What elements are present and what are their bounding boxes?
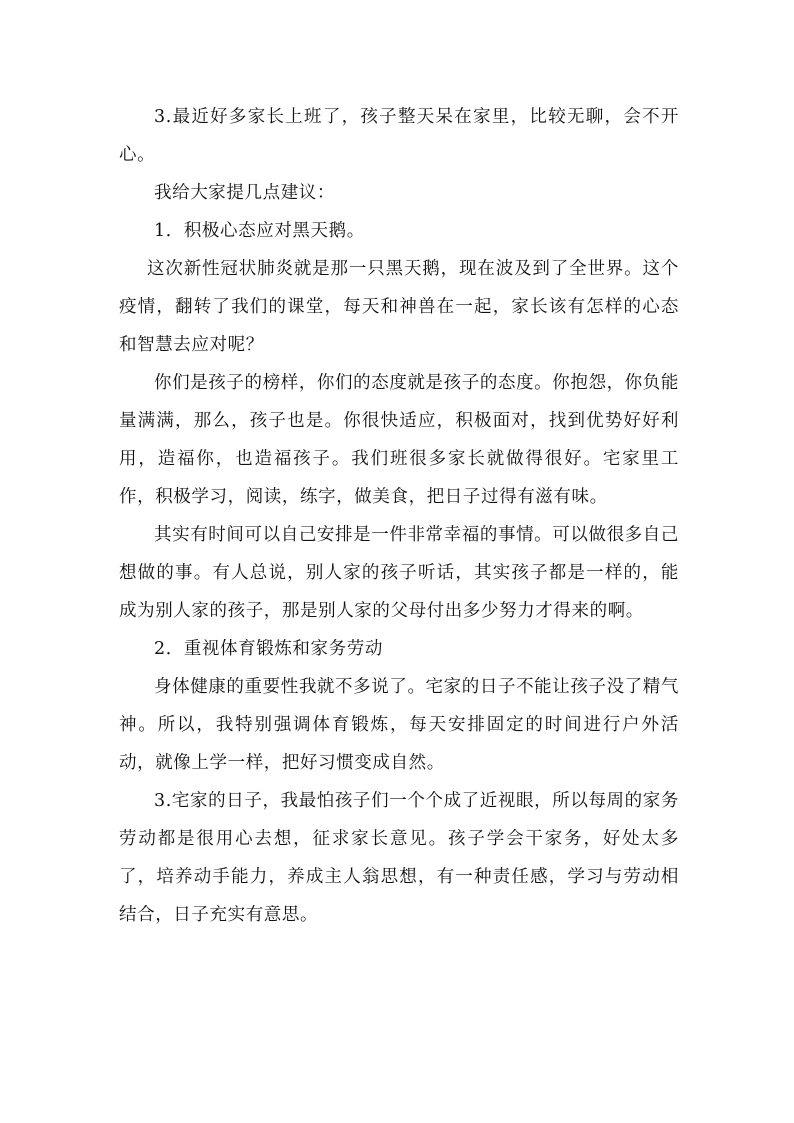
paragraph-7: 2．重视体育锻炼和家务劳动 (154, 639, 383, 659)
paragraph-8: 身体健康的重要性我就不多说了。宅家的日子不能让孩子没了精气神。所以，我特别强调体育锻炼，每天安排固定的时间进行户外活动，就像上学一样，把好习惯变成自然。 (119, 677, 679, 773)
paragraph-1: 3.最近好多家长上班了，孩子整天呆在家里，比较无聊，会不开心。 (119, 107, 679, 165)
paragraph-3: 1．积极心态应对黑天鹅。 (154, 221, 365, 241)
paragraph-6: 其实有时间可以自己安排是一件非常幸福的事情。可以做很多自己想做的事。有人总说，别人家的孩子听话，其实孩子都是一样的，能成为别人家的孩子，那是别人家的父母付出多少努力才得来的啊。 (119, 525, 679, 621)
paragraph-2: 我给大家提几点建议： (154, 183, 335, 203)
document-body (119, 98, 679, 934)
paragraph-9: 3.宅家的日子，我最怕孩子们一个个成了近视眼，所以每周的家务劳动都是很用心去想，征求家长意见。孩子学会干家务，好处太多了，培养动手能力，养成主人翁思想，有一种责任感，学习与劳动相结合，日子充实有意思。 (119, 791, 679, 925)
paragraph-4: 这次新性冠状肺炎就是那一只黑天鹅，现在波及到了全世界。这个疫情，翻转了我们的课堂，每天和神兽在一起，家长该有怎样的心态和智慧去应对呢？ (119, 259, 679, 355)
paragraph-5: 你们是孩子的榜样，你们的态度就是孩子的态度。你抱怨，你负能量满满，那么，孩子也是。你很快适应，积极面对，找到优势好好利用，造福你，也造福孩子。我们班很多家长就做得很好。宅家里工作，积极学习，阅读，练字，做美食，把日子过得有滋有味。 (119, 373, 679, 507)
